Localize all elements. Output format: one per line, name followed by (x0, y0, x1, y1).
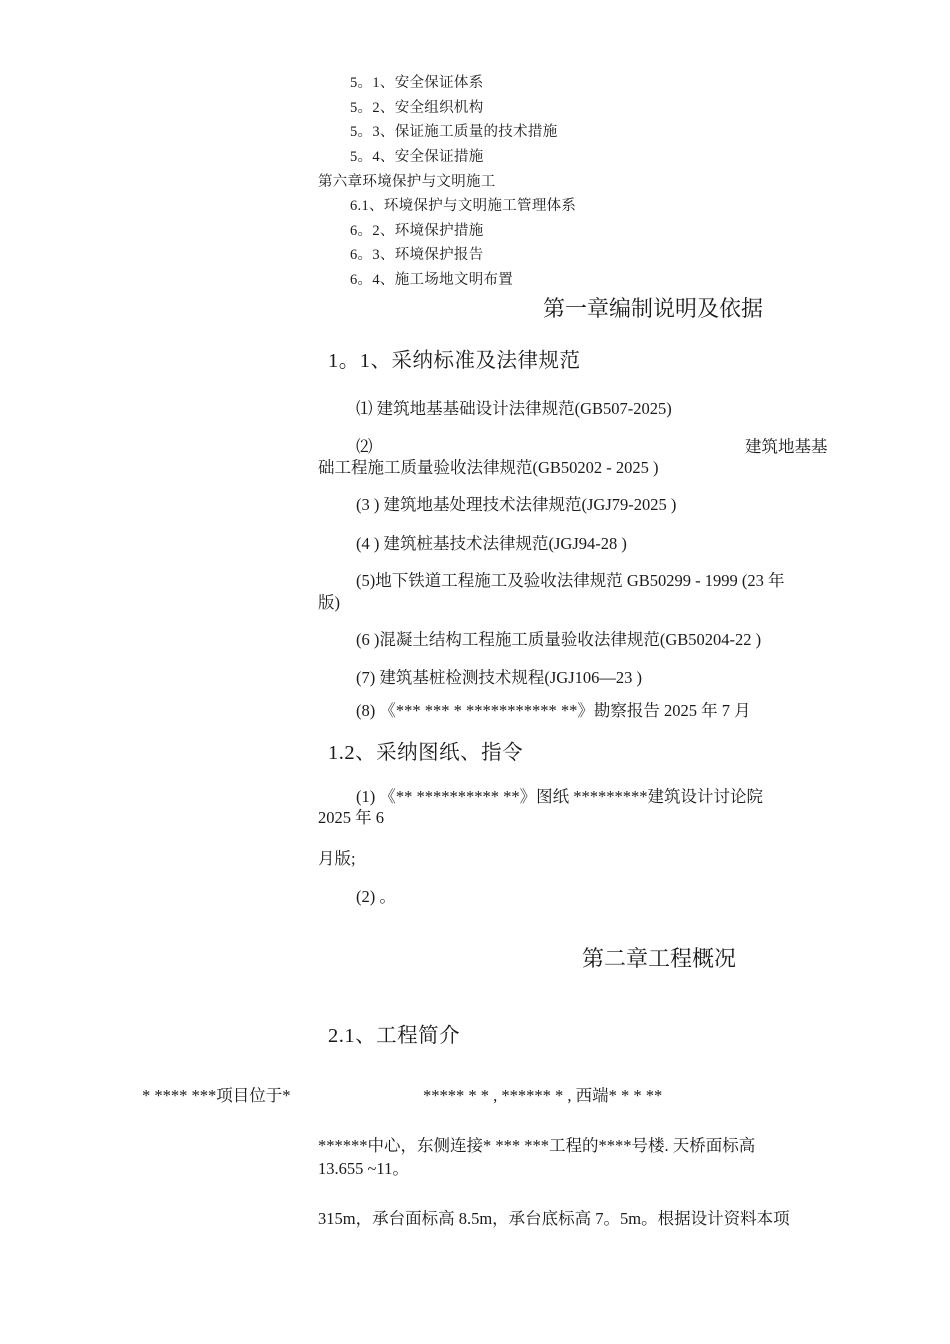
toc-item: 6。4、施工场地文明布置 (350, 272, 514, 288)
standard-item: (5)地下铁道工程施工及验收法律规范 GB50299 - 1999 (23 年 (356, 571, 785, 590)
standard-item: (6 )混凝土结构工程施工质量验收法律规范(GB50204-22 ) (356, 630, 762, 649)
toc-item: 6。2、环境保护措施 (350, 223, 484, 239)
body-text: ***** * * , ****** * , 西端* * * ** (423, 1086, 663, 1105)
standard-item: 础工程施工质量验收法律规范(GB50202 - 2025 ) (318, 458, 659, 477)
standard-item: 建筑地基基 (745, 437, 828, 456)
chapter-title: 第一章编制说明及依据 (543, 296, 764, 321)
toc-item: 6.1、环境保护与文明施工管理体系 (350, 198, 577, 214)
standard-item: 版) (318, 593, 340, 612)
drawing-item: 月版; (318, 849, 356, 868)
toc-item: 5。3、保证施工质量的技术措施 (350, 124, 558, 140)
standard-item: (4 ) 建筑桩基技术法律规范(JGJ94-28 ) (356, 534, 627, 553)
standard-item: (3 ) 建筑地基处理技术法律规范(JGJ79-2025 ) (356, 495, 677, 514)
body-text: * **** ***项目位于* (142, 1086, 291, 1105)
drawing-item: (2) 。 (356, 887, 396, 906)
standard-item: ⑴ 建筑地基基础设计法律规范(GB507-2025) (356, 399, 672, 418)
section-title: 1.2、采纳图纸、指令 (328, 742, 524, 764)
standard-item: (7) 建筑基桩检测技术规程(JGJ106—23 ) (356, 668, 642, 687)
toc-chapter: 第六章环境保护与文明施工 (318, 174, 496, 190)
standard-item: (8) 《*** *** * *********** **》勘察报告 2025 年 7 月 (356, 701, 751, 720)
toc-item: 5。2、安全组织机构 (350, 100, 484, 116)
toc-item: 6。3、环境保护报告 (350, 247, 484, 263)
section-title: 1。1、采纳标准及法律规范 (328, 350, 581, 372)
standard-item: ⑵ (356, 437, 373, 456)
drawing-item: 2025 年 6 (318, 808, 384, 827)
section-title: 2.1、工程简介 (328, 1025, 461, 1047)
chapter-title: 第二章工程概况 (582, 946, 737, 971)
toc-item: 5。4、安全保证措施 (350, 149, 484, 165)
body-text: 315m，承台面标高 8.5m，承台底标高 7。5m。根据设计资料本项 (318, 1209, 790, 1228)
body-text: 13.655 ~11。 (318, 1159, 409, 1178)
drawing-item: (1) 《** ********** **》图纸 *********建筑设计讨论院 (356, 787, 763, 806)
toc-item: 5。1、安全保证体系 (350, 75, 484, 91)
body-text: ******中心，东侧连接* *** ***工程的****号楼. 天桥面标高 (318, 1136, 756, 1155)
